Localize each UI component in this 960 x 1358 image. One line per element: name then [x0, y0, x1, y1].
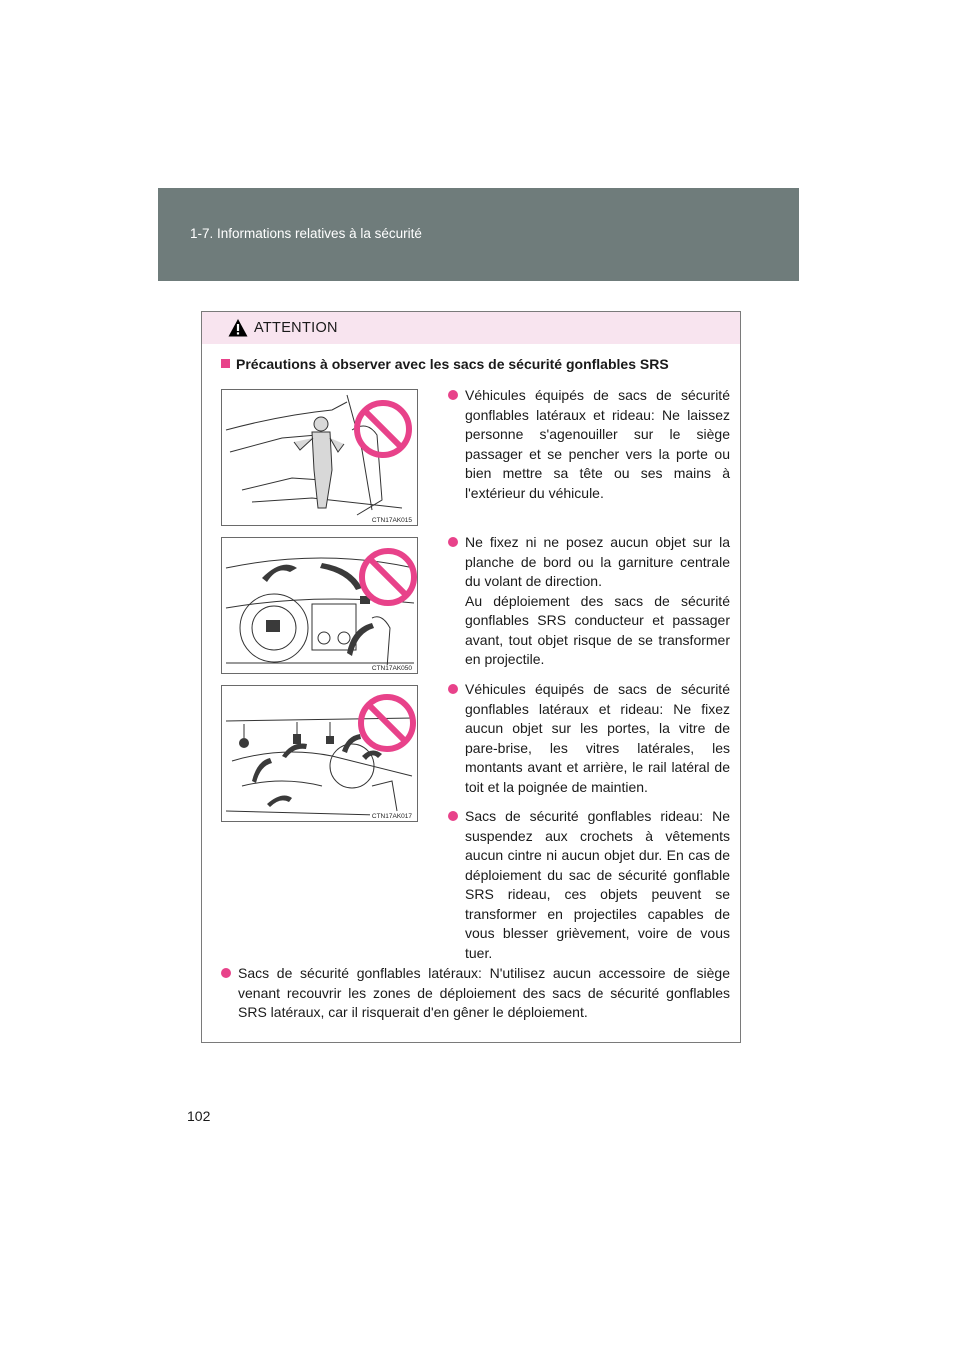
- bullet-dot-icon: [448, 390, 458, 400]
- bullet-item: [465, 807, 730, 963]
- illustration-kneeling-passenger: [221, 389, 418, 526]
- bullet-item: [465, 386, 730, 503]
- warning-header: [202, 312, 740, 344]
- bullet-dot-icon: [448, 811, 458, 821]
- illustration-interior-objects: [221, 685, 418, 822]
- illustration-code: CTN17AK015: [371, 517, 412, 524]
- illustration-code: CTN17AK050: [371, 665, 412, 672]
- bullet-dot-icon: [221, 968, 231, 978]
- bullet-text: Sacs de sécurité gonflables rideau: Ne suspendez aux crochets à vêtements aucun cintre ni aucun objet dur. En cas de déploiement du sac de sécurité gonflable SRS rideau, ces objets peuvent se transformer en projectiles capables de vous blesser grièvement, voire de vous tuer.: [465, 808, 730, 961]
- bullet-dot-icon: [448, 684, 458, 694]
- bullet-item: [238, 964, 730, 1023]
- prohibited-icon: [356, 692, 418, 754]
- bullet-text: Véhicules équipés de sacs de sécurité gonflables latéraux et rideau: Ne fixez aucun objet sur les portes, la vitre de pare-brise, les vitres latérales, les montants avant et arrière, le rail latéral de toit et la poignée de maintien.: [465, 681, 730, 795]
- subheading: [221, 356, 669, 372]
- warning-label: ATTENTION: [254, 320, 338, 336]
- illustration-dashboard-objects: [221, 537, 418, 674]
- illustration-code: CTN17AK017: [371, 813, 412, 820]
- bullet-text: Véhicules équipés de sacs de sécurité gonflables latéraux et rideau: Ne laissez personne s'agenouiller sur le siège passager et se pencher vers la porte ou bien mettre sa tête ou ses mains à l'extérieur du véhicule.: [465, 387, 730, 501]
- warning-triangle-icon: [228, 318, 248, 338]
- subheading-text: Précautions à observer avec les sacs de sécurité gonflables SRS: [236, 356, 669, 372]
- prohibited-icon: [352, 398, 414, 460]
- bullet-text: Sacs de sécurité gonflables latéraux: N'utilisez aucun accessoire de siège venant recouvrir les zones de déploiement des sacs de sécurité gonflables SRS latéraux, car il risquerait d'en gêner le déploiement.: [238, 965, 730, 1020]
- section-title: 1-7. Informations relatives à la sécurité: [190, 226, 422, 241]
- bullet-item: [465, 533, 730, 670]
- bullet-item: [465, 680, 730, 797]
- bullet-text: Ne fixez ni ne posez aucun objet sur la planche de bord ou la garniture centrale du volant de direction.: [465, 534, 730, 589]
- prohibited-icon: [357, 546, 418, 608]
- square-bullet-icon: [221, 359, 230, 368]
- bullet-text-continued: Au déploiement des sacs de sécurité gonflables SRS conducteur et passager avant, tout objet risque de se transformer en projectile.: [465, 592, 730, 667]
- warning-box: [201, 311, 741, 1043]
- bullet-dot-icon: [448, 537, 458, 547]
- page-number: 102: [187, 1108, 211, 1124]
